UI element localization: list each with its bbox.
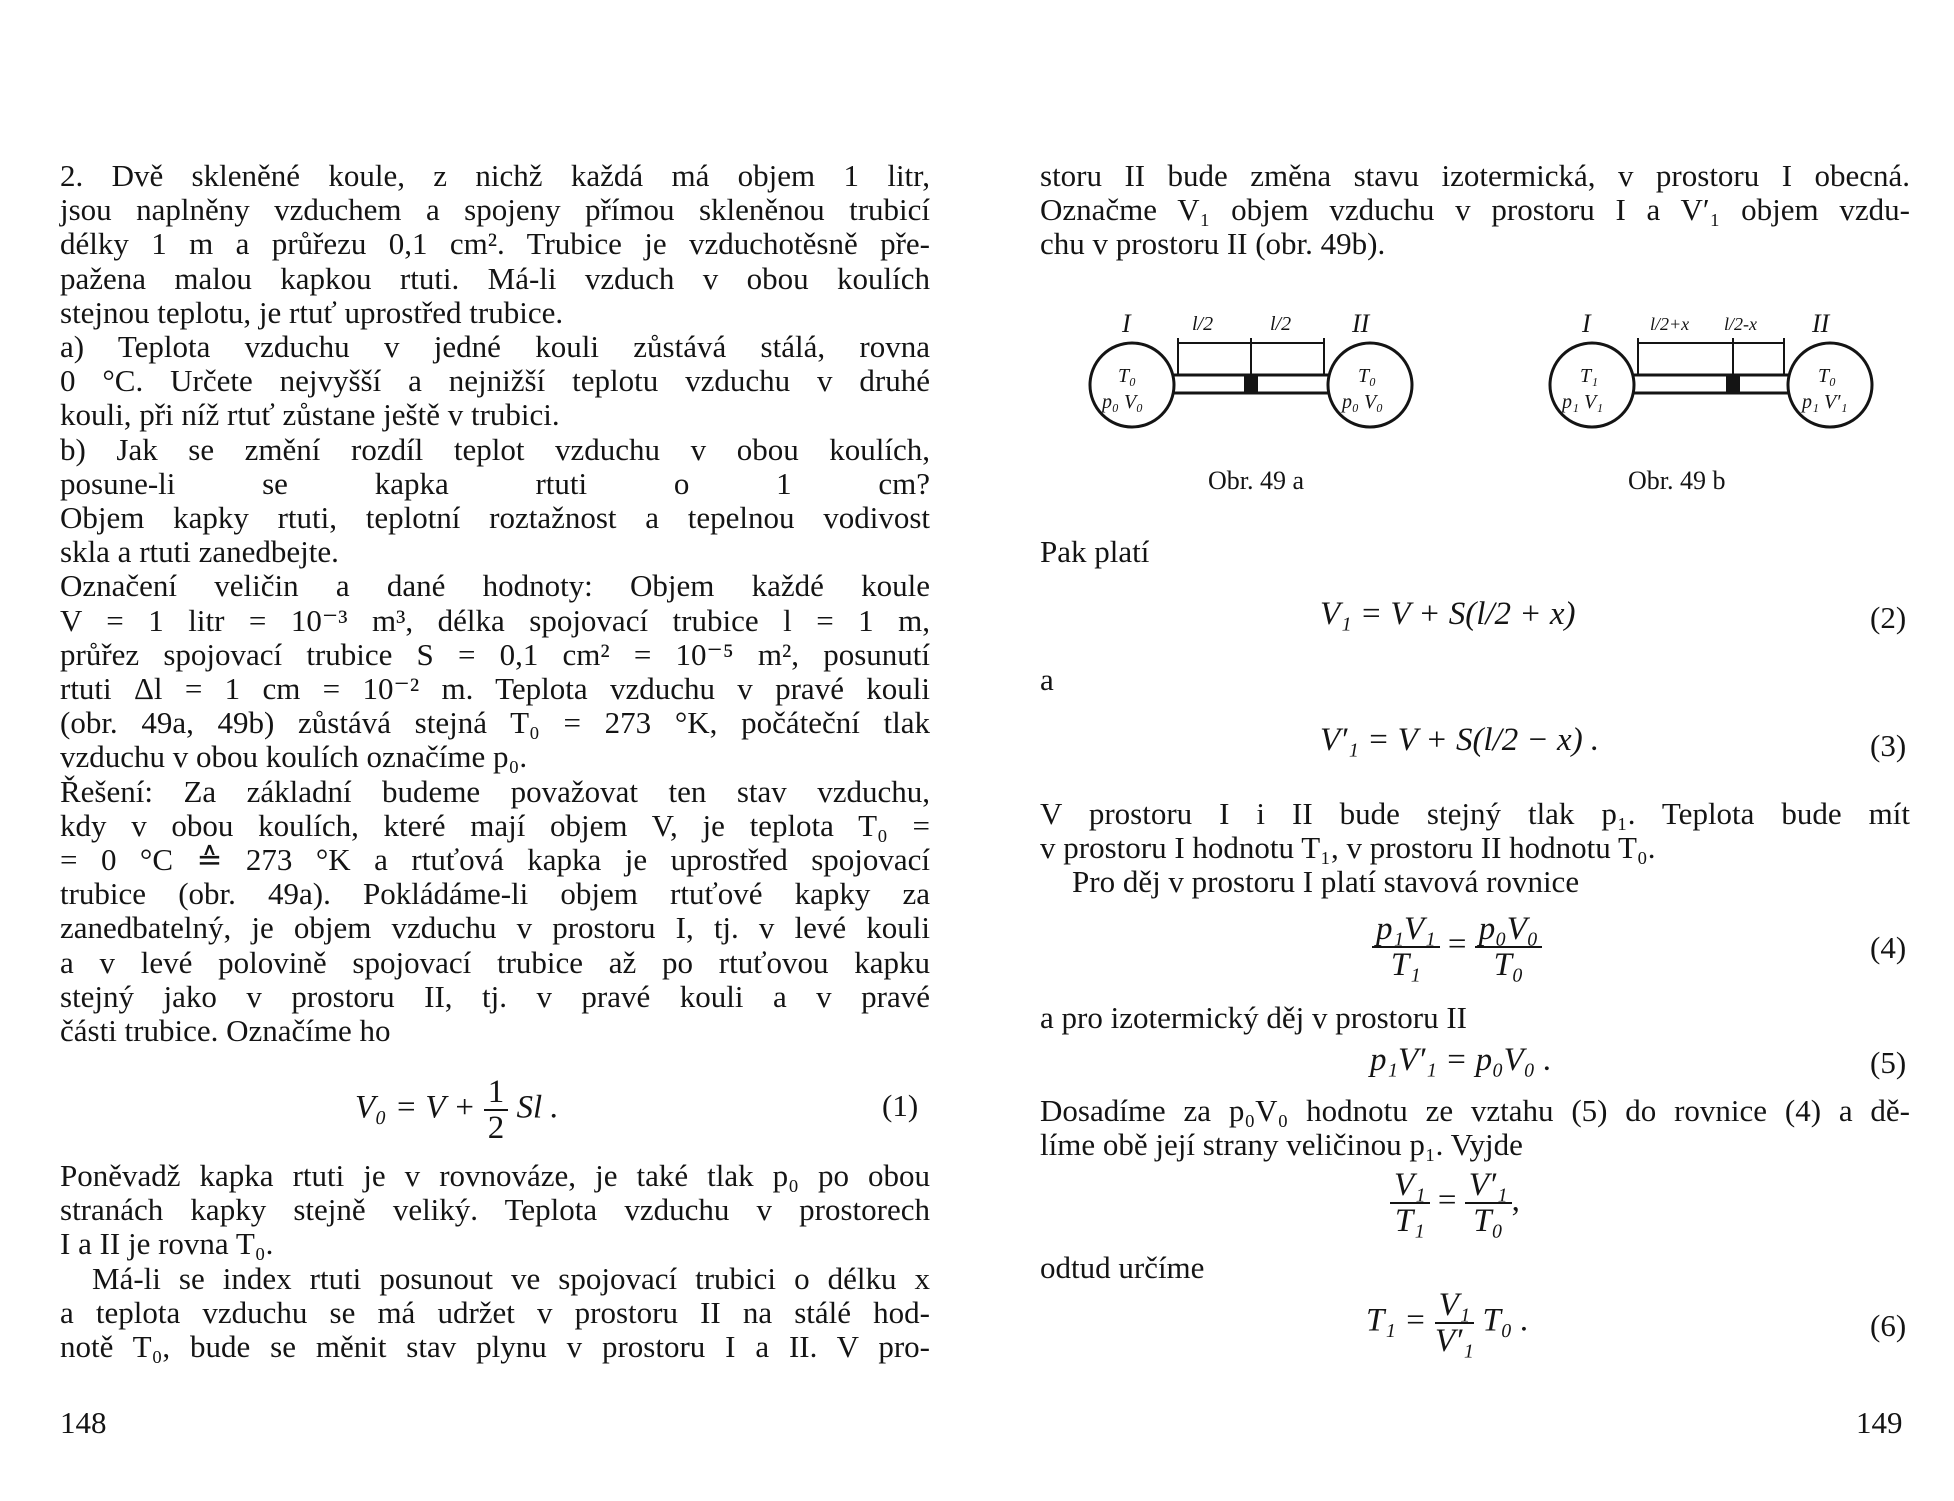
ratio-left-den: T₁	[1394, 1203, 1425, 1239]
text-line: zanedbatelný, je objem vzduchu v prostoru I, tj. v levé kouli	[60, 910, 930, 946]
page-number-right: 149	[1856, 1405, 1903, 1440]
text-line: kdy v obou koulích, které mají objem V, je teplota T₀ =	[60, 807, 930, 843]
odtud-line: odtud určíme	[1040, 1250, 1205, 1285]
text-line: v prostoru I hodnotu T₁, v prostoru II hodnotu T₀.	[1040, 830, 1656, 866]
equation-6	[1366, 1288, 1529, 1358]
text-line: líme obě její strany veličinou p₁. Vyjde	[1040, 1127, 1523, 1163]
fig49a-right-pv: p₀ V₀	[1342, 391, 1384, 413]
text-line: Označení veličin a dané hodnoty: Objem každé koule	[60, 568, 930, 604]
text-line: stejnou teplotu, je rtuť uprostřed trubice.	[60, 294, 564, 330]
text-line: V prostoru I i II bude stejný tlak p₁. Teplota bude mít	[1040, 796, 1910, 831]
text-line: Poněvadž kapka rtuti je v rovnováze, je také tlak p₀ po obou	[60, 1158, 930, 1193]
ratio-right-num: V′₁	[1465, 1168, 1512, 1204]
eq1-fraction	[484, 1075, 509, 1145]
text-line: = 0 °C ≙ 273 °K a rtuťová kapka je uprostřed spojovací	[60, 842, 930, 877]
eq1-rhs: Sl .	[508, 1089, 559, 1126]
text-line: pažena malou kapkou rtuti. Má-li vzduch v obou koulích	[60, 260, 930, 296]
equation-5: p₁V′₁ = p₀V₀ .	[1370, 1042, 1552, 1078]
text-line: b) Jak se změní rozdíl teplot vzduchu v obou koulích,	[60, 431, 930, 467]
text-line: trubice (obr. 49a). Pokládáme-li objem rtuťové kapky za	[60, 876, 930, 912]
fig49b-right-pv: p₁ V′₁	[1802, 391, 1848, 413]
text-line: Řešení: Za základní budeme považovat ten stav vzduchu,	[60, 773, 930, 809]
fig49a-label-right: II	[1352, 309, 1370, 338]
text-line: posune-li se kapka rtuti o 1 cm?	[60, 465, 930, 501]
figure-49b-caption: Obr. 49 b	[1628, 466, 1726, 495]
text-line: Objem kapky rtuti, teplotní roztažnost a tepelnou vodivost	[60, 500, 930, 535]
equation-4: $\frac{\text{p₁V₁}}{\text{T₁}}$ = $\frac{\text{p₀V₀}}{\text{T₀}}$	[1372, 912, 1542, 982]
equation-1	[355, 1075, 559, 1145]
fig49b-right-T: T₀	[1818, 365, 1837, 387]
text-line: a v levé polovině spojovací trubice až po rtuťovou kapku	[60, 944, 930, 980]
equation-3: V′₁ = V + S(l/2 − x) .	[1320, 722, 1600, 758]
eq6-rhs: T₀ .	[1474, 1302, 1529, 1339]
text-line: kouli, při níž rtuť zůstane ještě v trubici.	[60, 397, 560, 433]
eq1-lhs: V₀ = V +	[355, 1089, 484, 1126]
fig49a-dim-right: l/2	[1270, 313, 1292, 335]
eq1-num: 1	[484, 1075, 509, 1111]
fig49b-left-pv: p₁ V₁	[1562, 391, 1604, 413]
text-line: notě T₀, bude se měnit stav plynu v prostoru I a II. V pro-	[60, 1329, 930, 1364]
fig49a-dim-left: l/2	[1192, 313, 1214, 335]
text-line: storu II bude změna stavu izotermická, v prostoru I obecná.	[1040, 158, 1910, 193]
text-line: délky 1 m a průřezu 0,1 cm². Trubice je vzduchotěsně pře-	[60, 226, 930, 262]
eq4-left-den: T₁	[1390, 947, 1421, 983]
text-line: a) Teplota vzduchu v jedné kouli zůstává stálá, rovna	[60, 329, 930, 364]
fig49a-right-T: T₀	[1358, 365, 1377, 387]
eq4-right-den: T₀	[1493, 947, 1524, 983]
figure-49a	[1080, 300, 1420, 440]
text-line: 2. Dvě skleněné koule, z nichž každá má objem 1 litr,	[60, 158, 930, 193]
text-line: stejný jako v prostoru II, tj. v pravé kouli a v pravé	[60, 978, 930, 1014]
eq6-num: V₁	[1435, 1288, 1475, 1324]
figure-49b	[1540, 300, 1880, 440]
fig49a-left-T: T₀	[1118, 365, 1137, 387]
equation-6-number: (6)	[1870, 1308, 1907, 1343]
fig49b-left-T: T₁	[1580, 365, 1599, 387]
text-line: stranách kapky stejně veliký. Teplota vzduchu v prostorech	[60, 1192, 930, 1228]
text-line: a teplota vzduchu se má udržet v prostoru II na stálé hod-	[60, 1294, 930, 1330]
eq4-right-fraction	[1475, 912, 1543, 982]
equation-3-number: (3)	[1870, 728, 1907, 763]
eq1-den: 2	[487, 1110, 505, 1146]
eq6-lhs: T₁ =	[1366, 1302, 1435, 1339]
text-line: vzduchu v obou koulích označíme p₀.	[60, 739, 528, 775]
fig49b-label-left: I	[1582, 309, 1591, 338]
fig49a-left-pv: p₀ V₀	[1102, 391, 1144, 413]
equation-4-number: (4)	[1870, 930, 1907, 965]
text-line: I a II je rovna T₀.	[60, 1226, 274, 1262]
text-line: části trubice. Označíme ho	[60, 1013, 391, 1048]
text-line: (obr. 49a, 49b) zůstává stejná T₀ = 273 °K, počáteční tlak	[60, 705, 930, 741]
iso-line: a pro izotermický děj v prostoru II	[1040, 1000, 1467, 1035]
pak-plati: Pak platí	[1040, 534, 1150, 569]
ratio-right-fraction	[1465, 1168, 1512, 1238]
fig49a-label-left: I	[1122, 309, 1131, 338]
a-conjunction: a	[1040, 662, 1054, 697]
eq4-left-num: p₁V₁	[1372, 912, 1440, 948]
text-line: Má-li se index rtuti posunout ve spojovací trubici o délku x	[92, 1260, 930, 1296]
figure-49a-caption: Obr. 49 a	[1208, 466, 1305, 495]
eq4-right-num: p₀V₀	[1475, 912, 1543, 948]
equation-2: V₁ = V + S(l/2 + x)	[1320, 596, 1576, 632]
eq6-den: V′₁	[1435, 1323, 1474, 1359]
eq4-left-fraction	[1372, 912, 1440, 982]
page-number-left: 148	[60, 1405, 107, 1440]
ratio-left-fraction	[1390, 1168, 1430, 1238]
text-line: Označme V₁ objem vzduchu v prostoru I a V′₁ objem vzdu-	[1040, 192, 1910, 228]
fig49b-dim-right: l/2-x	[1724, 314, 1757, 334]
ratio-right-den: T₀	[1473, 1203, 1504, 1239]
equation-ratio: $\frac{\text{V₁}}{\text{T₁}}$ = $\frac{\text{V′₁}}{\text{T₀}}$ ,	[1390, 1168, 1520, 1238]
text-line: V = 1 litr = 10⁻³ m³, délka spojovací trubice l = 1 m,	[60, 602, 930, 638]
equation-1-number: (1)	[882, 1088, 919, 1123]
text-line: rtuti Δl = 1 cm = 10⁻² m. Teplota vzduchu v pravé kouli	[60, 671, 930, 706]
eq6-fraction	[1435, 1288, 1475, 1358]
ratio-left-num: V₁	[1390, 1168, 1430, 1204]
text-line: 0 °C. Určete nejvyšší a nejnižší teplotu vzduchu v druhé	[60, 363, 930, 399]
equation-5-number: (5)	[1870, 1045, 1907, 1080]
fig49b-label-right: II	[1812, 309, 1830, 338]
fig49b-dim-left: l/2+x	[1650, 314, 1690, 334]
equation-2-number: (2)	[1870, 600, 1907, 635]
text-line: průřez spojovací trubice S = 0,1 cm² = 10⁻⁵ m², posunutí	[60, 636, 930, 672]
text-line: skla a rtuti zanedbejte.	[60, 534, 339, 570]
text-line: Pro děj v prostoru I platí stavová rovnice	[1072, 864, 1580, 900]
text-line: chu v prostoru II (obr. 49b).	[1040, 226, 1386, 262]
text-line: jsou naplněny vzduchem a spojeny přímou skleněnou trubicí	[60, 192, 930, 228]
text-line: Dosadíme za p₀V₀ hodnotu ze vztahu (5) do rovnice (4) a dě-	[1040, 1093, 1910, 1128]
